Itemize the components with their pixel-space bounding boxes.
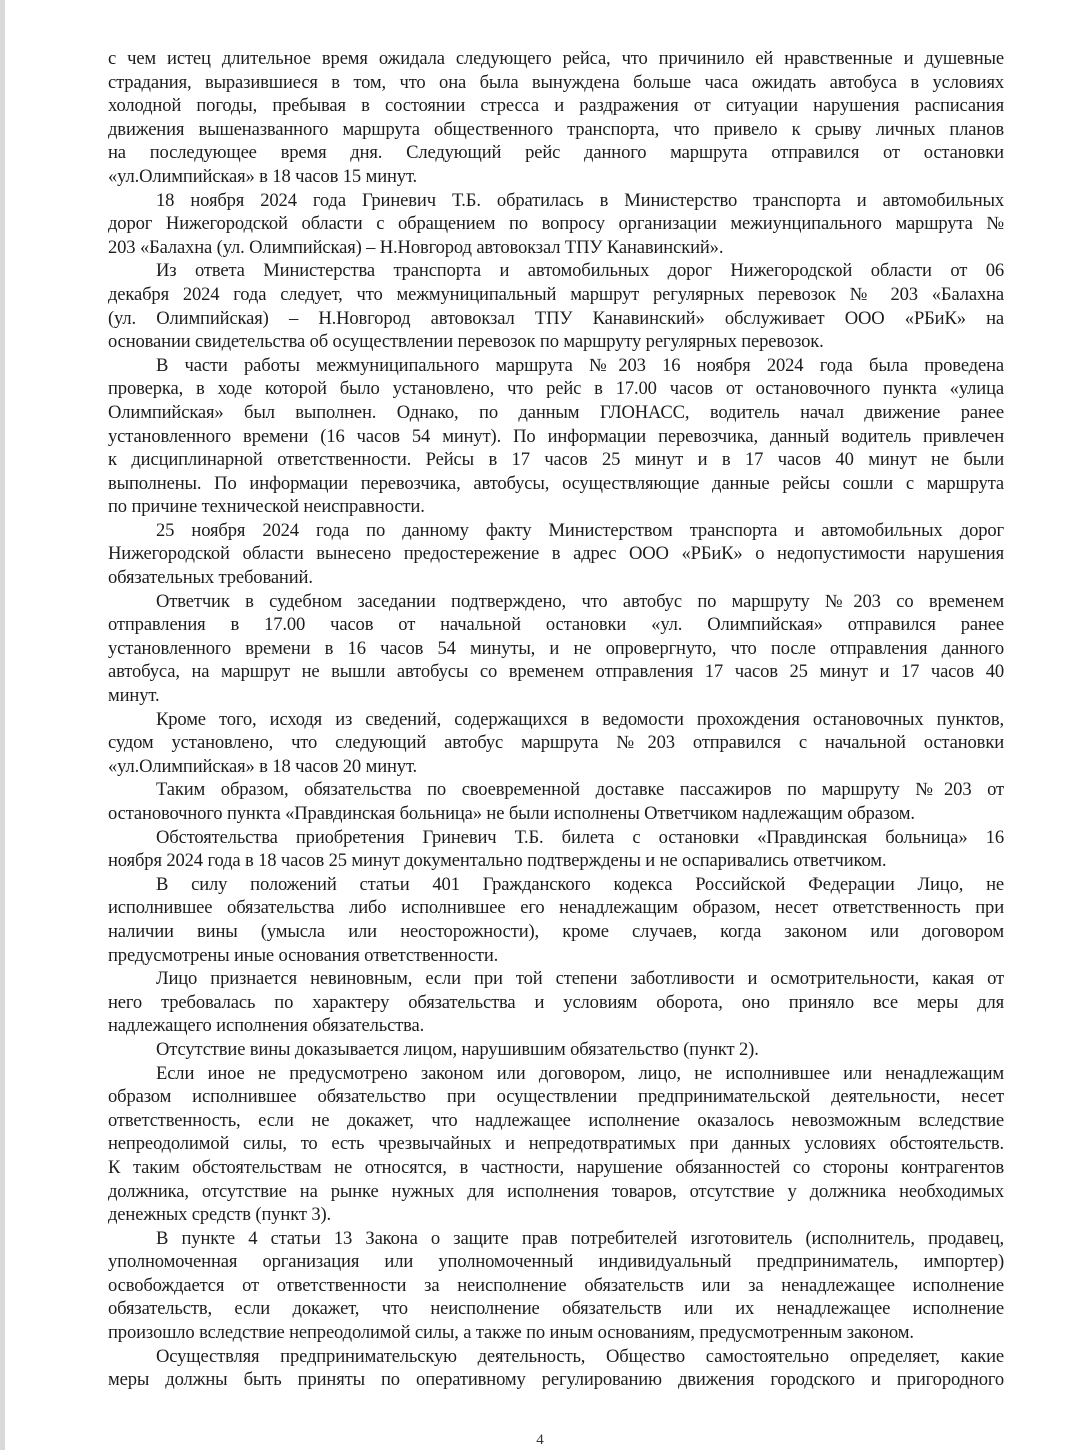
paragraph: [108, 47, 1004, 189]
text-line: него требовалась по характеру обязательства и условиям оборота, оно приняло все меры для: [108, 991, 1004, 1013]
text-line: автобуса, на маршрут не вышли автобусы со временем отправления 17 часов 25 минут и 17 часов 40: [108, 661, 1004, 683]
text-line: движения вышеназванного маршрута общественного транспорта, что привело к срыву личных планов: [108, 118, 1004, 140]
text-line: основании свидетельства об осуществлении перевозок по маршруту регулярных перевозок.: [108, 331, 824, 353]
paragraph: [108, 189, 1004, 260]
paragraph: [108, 1345, 1004, 1392]
text-line: Таким образом, обязательства по своевременной доставке пассажиров по маршруту №203 от: [156, 779, 1004, 801]
document-body: [108, 47, 1004, 1392]
text-line: обязательств, если докажет, что неисполнение обязательств или их ненадлежащее исполнение: [108, 1298, 1004, 1320]
paragraph: [108, 590, 1004, 708]
text-line: холодной погоды, пребывая в состоянии стресса и раздражения от ситуации нарушения расписания: [108, 95, 1004, 117]
text-line: выполнены. По информации перевозчика, автобусы, осуществляющие данные рейсы сошли с маршрута: [108, 472, 1004, 494]
text-line: Отсутствие вины доказывается лицом, нарушившим обязательство (пункт 2).: [156, 1038, 759, 1060]
text-line: ноября 2024 года в 18 часов 25 минут документально подтверждены и не оспаривались ответчиком.: [108, 850, 887, 872]
text-line: на последующее время дня. Следующий рейс данного маршрута отправился от остановки: [108, 142, 1004, 164]
text-line: Из ответа Министерства транспорта и автомобильных дорог Нижегородской области от 06: [156, 260, 1004, 282]
paragraph: [108, 519, 1004, 590]
text-line: дорог Нижегородской области с обращением по вопросу организации межиунципального маршрута №: [108, 213, 1004, 235]
paragraph: [108, 1062, 1004, 1227]
text-line: Осуществляя предпринимательскую деятельность, Общество самостоятельно определяет, какие: [156, 1345, 1004, 1367]
paragraph: [108, 826, 1004, 873]
paragraph: [108, 873, 1004, 967]
text-line: надлежащего исполнения обязательства.: [108, 1015, 425, 1037]
text-line: произошло вследствие непреодолимой силы, а также по иным основаниям, предусмотренным законом.: [108, 1322, 914, 1344]
text-line: проверка, в ходе которой было установлено, что рейс в 17.00 часов от остановочного пункта «улица: [108, 378, 1004, 400]
text-line: 203 «Балахна (ул. Олимпийская) – Н.Новгород автовокзал ТПУ Канавинский».: [108, 236, 724, 258]
text-line: меры должны быть приняты по оперативному регулированию движения городского и пригородного: [108, 1369, 1004, 1391]
text-line: «ул.Олимпийская» в 18 часов 20 минут.: [108, 755, 418, 777]
text-line: К таким обстоятельствам не относятся, в частности, нарушение обязанностей со стороны контрагентов: [108, 1156, 1004, 1178]
text-line: должника, отсутствие на рынке нужных для исполнения товаров, отсутствие у должника необходимых: [108, 1180, 1004, 1202]
text-line: минут.: [108, 685, 160, 707]
paragraph: [108, 354, 1004, 519]
text-line: исполнившее обязательства либо исполнившее его ненадлежащим образом, несет ответственность при: [108, 897, 1004, 919]
text-line: образом исполнившее обязательство при осуществлении предпринимательской деятельности, несет: [108, 1086, 1004, 1108]
paragraph: [108, 967, 1004, 1038]
text-line: наличии вины (умысла или неосторожности), кроме случаев, когда законом или договором: [108, 920, 1004, 942]
text-line: декабря 2024 года следует, что межмуниципальный маршрут регулярных перевозок № 203 «Балахна: [108, 283, 1004, 305]
text-line: Если иное не предусмотрено законом или договором, лицо, не исполнившее или ненадлежащим: [156, 1062, 1004, 1084]
page-number: 4: [536, 1432, 544, 1448]
text-line: денежных средств (пункт 3).: [108, 1204, 332, 1226]
text-line: обязательных требований.: [108, 567, 313, 589]
text-line: В части работы межмуниципального маршрута №203 16 ноября 2024 года была проведена: [156, 354, 1004, 376]
text-line: отправления в 17.00 часов от начальной остановки «ул. Олимпийская» отправился ранее: [108, 614, 1004, 636]
text-line: предусмотрены иные основания ответственности.: [108, 944, 499, 966]
text-line: остановочного пункта «Правдинская больница» не были исполнены Ответчиком надлежащим образом.: [108, 803, 915, 824]
text-line: ответственность, если не докажет, что надлежащее исполнение оказалось невозможным вследствие: [108, 1109, 1004, 1131]
paragraph: [108, 259, 1004, 353]
paragraph: [108, 778, 1004, 825]
text-line: 25 ноября 2024 года по данному факту Министерством транспорта и автомобильных дорог: [156, 519, 1004, 541]
text-line: по причине технической неисправности.: [108, 496, 425, 518]
text-line: В пункте 4 статьи 13 Закона о защите прав потребителей изготовитель (исполнитель, продавец,: [156, 1227, 1004, 1249]
text-line: (ул. Олимпийская) – Н.Новгород автовокзал ТПУ Канавинский» обслуживает ООО «РБиК» на: [108, 307, 1004, 329]
text-line: страдания, выразившиеся в том, что она была вынуждена больше часа ожидать автобуса в условиях: [108, 71, 1004, 93]
text-line: «ул.Олимпийская» в 18 часов 15 минут.: [108, 165, 418, 187]
text-line: Ответчик в судебном заседании подтверждено, что автобус по маршруту №203 со временем: [156, 590, 1004, 612]
text-line: судом установлено, что следующий автобус маршрута №203 отправился с начальной остановки: [108, 732, 1004, 754]
paragraph: [108, 1227, 1004, 1345]
text-line: 18 ноября 2024 года Гриневич Т.Б. обратилась в Министерство транспорта и автомобильных: [156, 189, 1004, 211]
paragraph: [108, 1038, 1004, 1062]
text-line: Олимпийская» был выполнен. Однако, по данным ГЛОНАСС, водитель начал движение ранее: [108, 401, 1004, 423]
text-line: Обстоятельства приобретения Гриневич Т.Б. билета с остановки «Правдинская больница» 16: [156, 826, 1004, 848]
text-line: непреодолимой силы, то есть чрезвычайных и непредотвратимых при данных условиях обстоятельств.: [108, 1133, 1004, 1155]
paragraph: [108, 708, 1004, 779]
text-line: к дисциплинарной ответственности. Рейсы в 17 часов 25 минут и в 17 часов 40 минут не были: [108, 449, 1004, 471]
text-line: с чем истец длительное время ожидала следующего рейса, что причинило ей нравственные и душевные: [108, 48, 1004, 69]
text-line: В силу положений статьи 401 Гражданского кодекса Российской Федерации Лицо, не: [156, 873, 1004, 895]
text-line: Лицо признается невиновным, если при той степени заботливости и осмотрительности, какая от: [156, 968, 1004, 990]
text-line: уполномоченная организация или уполномоченный индивидуальный предприниматель, импортер): [108, 1251, 1004, 1273]
text-line: освобождается от ответственности за неисполнение обязательств или за ненадлежащее исполнение: [108, 1274, 1004, 1296]
text-line: Нижегородской области вынесено предостережение в адрес ООО «РБиК» о недопустимости нарушения: [108, 543, 1004, 565]
text-line: установленного времени в 16 часов 54 минуты, и не опровергнуто, что после отправления данного: [108, 637, 1004, 659]
text-line: Кроме того, исходя из сведений, содержащихся в ведомости прохождения остановочных пунктов,: [156, 708, 1004, 730]
text-line: установленного времени (16 часов 54 минут). По информации перевозчика, данный водитель привлечен: [108, 425, 1004, 447]
